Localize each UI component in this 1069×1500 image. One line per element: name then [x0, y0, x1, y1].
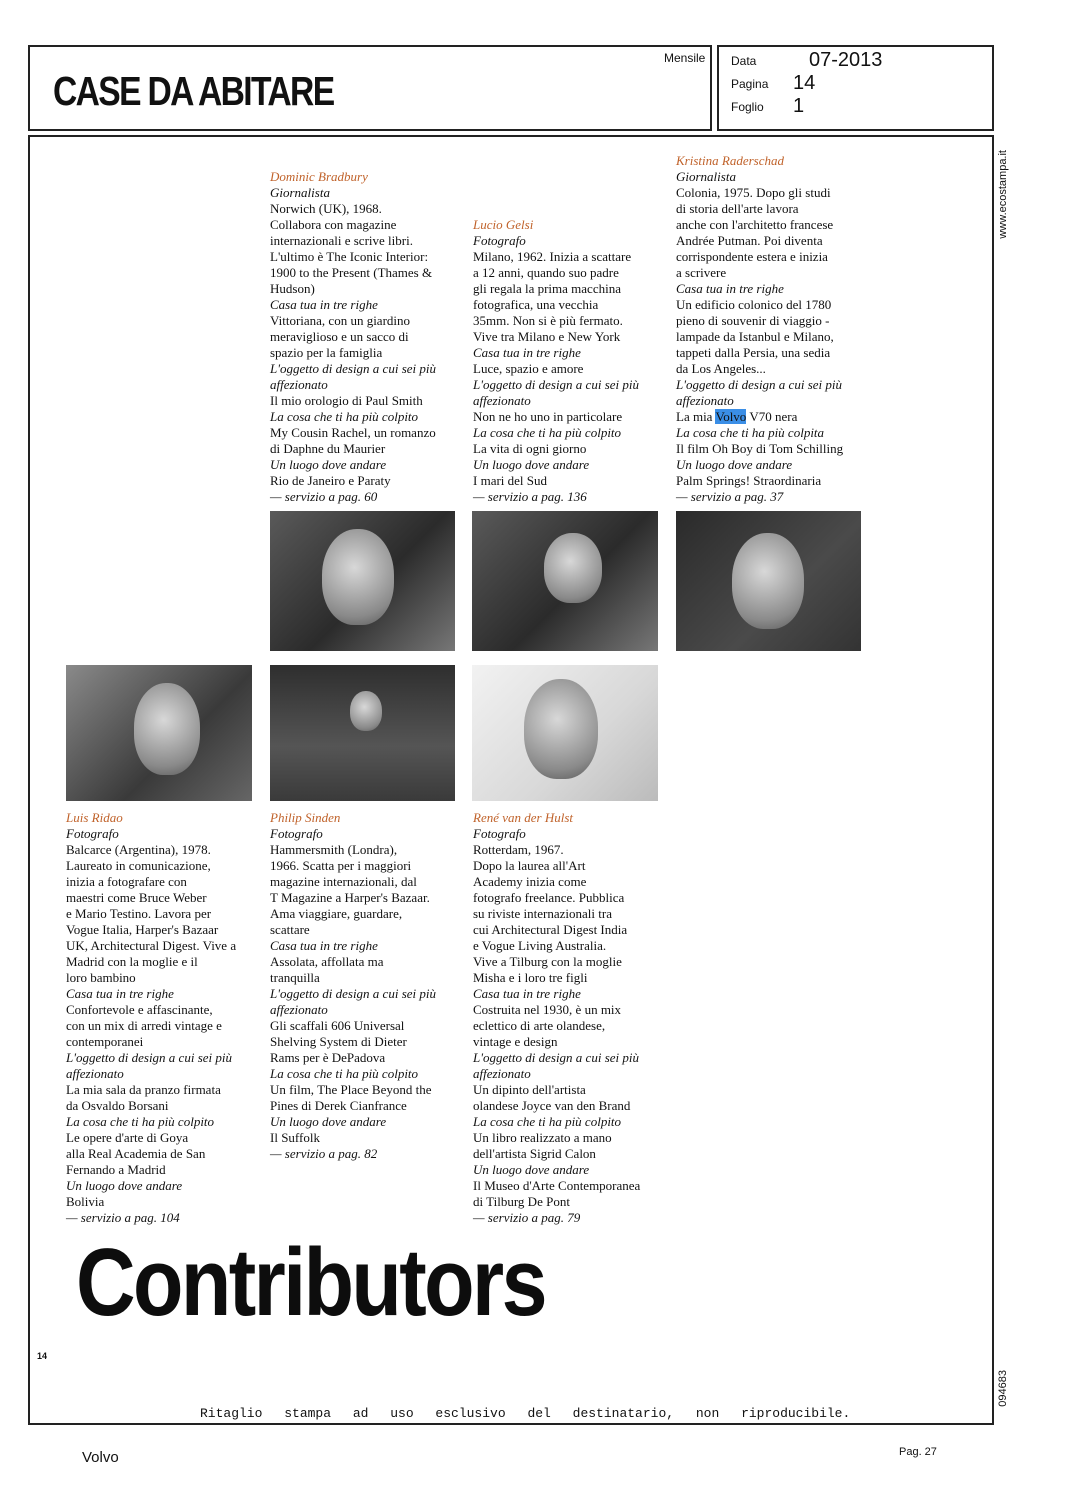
bio-line: Misha e i loro tre figli	[473, 970, 588, 985]
bio-line: su riviste internazionali tra	[473, 906, 612, 921]
question-label: La cosa che ti ha più colpita	[676, 425, 825, 440]
bio-line: L'ultimo è The Iconic Interior:	[270, 249, 429, 264]
bio-line: Palm Springs! Straordinaria	[676, 473, 822, 488]
bio-line: UK, Architectural Digest. Vive a	[66, 938, 237, 953]
question-label: La cosa che ti ha più colpito	[270, 1066, 419, 1081]
question-label: La cosa che ti ha più colpito	[473, 425, 622, 440]
portrait-face	[350, 691, 382, 731]
question-label: Casa tua in tre righe	[270, 297, 378, 312]
question-label: Un luogo dove andare	[66, 1178, 183, 1193]
bio-line: 35mm. Non si è più fermato.	[473, 313, 623, 328]
question-label: Casa tua in tre righe	[473, 345, 581, 360]
bio-line: 1900 to the Present (Thames &	[270, 265, 433, 280]
bio-line: loro bambino	[66, 970, 136, 985]
contributor-name: Luis Ridao	[66, 810, 123, 825]
photo-lucio-gelsi	[472, 511, 658, 651]
question-label: Un luogo dove andare	[270, 457, 387, 472]
bio-line: Rio de Janeiro e Paraty	[270, 473, 391, 488]
bio-line: cui Architectural Digest India	[473, 922, 628, 937]
bio-line: da Los Angeles...	[676, 361, 766, 376]
question-label: La cosa che ti ha più colpito	[270, 409, 419, 424]
question-label: — servizio a pag. 37	[676, 489, 784, 504]
question-label: Un luogo dove andare	[270, 1114, 387, 1129]
portrait-face	[322, 529, 394, 625]
question-label: affezionato	[66, 1066, 124, 1081]
bio-line: Rams per è DePadova	[270, 1050, 386, 1065]
bio-line: Collabora con magazine	[270, 217, 397, 232]
portrait-face	[732, 533, 804, 629]
contributor-role: Giornalista	[676, 169, 736, 184]
bio-line: lampade da Istanbul e Milano,	[676, 329, 834, 344]
contributor-role: Giornalista	[270, 185, 330, 200]
bio-line: Pines di Derek Cianfrance	[270, 1098, 407, 1113]
bio-line: Costruita nel 1930, è un mix	[473, 1002, 622, 1017]
bio-line: Il Suffolk	[270, 1130, 320, 1145]
contributor-philip-sinden	[270, 810, 460, 1162]
data-label: Data	[731, 54, 757, 68]
photo-luis-ridao	[66, 665, 252, 801]
bio-line: di Tilburg De Pont	[473, 1194, 570, 1209]
bio-line: Hammersmith (Londra),	[270, 842, 398, 857]
bio-line: Assolata, affollata ma	[270, 954, 384, 969]
bio-line: 1966. Scatta per i maggiori	[270, 858, 412, 873]
contributor-role: Fotografo	[270, 826, 323, 841]
frequency-label: Mensile	[664, 51, 706, 65]
bio-line: Ama viaggiare, guardare,	[270, 906, 403, 921]
question-label: affezionato	[473, 1066, 531, 1081]
question-label: L'oggetto di design a cui sei più	[473, 377, 639, 392]
bio-line: e Vogue Living Australia.	[473, 938, 607, 953]
bio-line: Madrid con la moglie e il	[66, 954, 198, 969]
portrait-face	[134, 683, 200, 775]
question-label: — servizio a pag. 82	[270, 1146, 378, 1161]
bio-line: Non ne ho uno in particolare	[473, 409, 623, 424]
page-number: 14	[37, 1351, 48, 1361]
page-title: Contributors	[76, 1229, 545, 1336]
photo-dominic-bradbury	[270, 511, 455, 651]
footer-notice: Ritaglio stampa ad uso esclusivo del destinatario, non riproducibile.	[200, 1406, 851, 1421]
website-text: www.ecostampa.it	[997, 150, 1009, 239]
bio-line: Dopo la laurea all'Art	[473, 858, 586, 873]
bio-line: Un dipinto dell'artista	[473, 1082, 586, 1097]
bio-line: Il Museo d'Arte Contemporanea	[473, 1178, 641, 1193]
question-label: La cosa che ti ha più colpito	[66, 1114, 215, 1129]
question-label: L'oggetto di design a cui sei più	[66, 1050, 232, 1065]
contributor-lucio-gelsi	[473, 217, 663, 505]
bio-line: Laureato in comunicazione,	[66, 858, 211, 873]
bio-line: a 12 anni, quando suo padre	[473, 265, 619, 280]
contributor-name: Dominic Bradbury	[270, 169, 368, 184]
bio-line: Milano, 1962. Inizia a scattare	[473, 249, 632, 264]
highlighted-word: Volvo	[715, 409, 747, 424]
bio-line: meraviglioso e un sacco di	[270, 329, 409, 344]
question-label: affezionato	[676, 393, 734, 408]
bio-line: T Magazine a Harper's Bazaar.	[270, 890, 430, 905]
contributor-role: Fotografo	[473, 233, 526, 248]
bio-line: scattare	[270, 922, 310, 937]
portrait-face	[544, 533, 602, 603]
question-label: affezionato	[473, 393, 531, 408]
bio-line: di Daphne du Maurier	[270, 441, 386, 456]
pagina-label: Pagina	[731, 77, 769, 91]
code-text: 094683	[997, 1370, 1009, 1407]
question-label: L'oggetto di design a cui sei più	[270, 986, 436, 1001]
question-label: Un luogo dove andare	[676, 457, 793, 472]
bio-line: Balcarce (Argentina), 1978.	[66, 842, 211, 857]
bio-line: anche con l'architetto francese	[676, 217, 834, 232]
contributor-name: Kristina Raderschad	[676, 153, 784, 168]
bio-line: Confortevole e affascinante,	[66, 1002, 213, 1017]
bio-line: contemporanei	[66, 1034, 144, 1049]
bio-line: My Cousin Rachel, un romanzo	[270, 425, 436, 440]
bio-line: vintage e design	[473, 1034, 558, 1049]
bio-line: tappeti dalla Persia, una sedia	[676, 345, 831, 360]
bio-line: fotografo freelance. Pubblica	[473, 890, 625, 905]
question-label: L'oggetto di design a cui sei più	[270, 361, 436, 376]
contributor-role: Fotografo	[473, 826, 526, 841]
footer-brand: Volvo	[82, 1449, 119, 1466]
bio-line: Il film Oh Boy di Tom Schilling	[676, 441, 844, 456]
bio-line: Bolivia	[66, 1194, 105, 1209]
bio-line: I mari del Sud	[473, 473, 548, 488]
question-label: affezionato	[270, 1002, 328, 1017]
bio-line: da Osvaldo Borsani	[66, 1098, 169, 1113]
bio-line: La mia Volvo V70 nera	[676, 409, 798, 424]
bio-line: Shelving System di Dieter	[270, 1034, 407, 1049]
data-value: 07-2013	[809, 49, 883, 71]
bio-line: Un film, The Place Beyond the	[270, 1082, 432, 1097]
bio-line: Vogue Italia, Harper's Bazaar	[66, 922, 219, 937]
contributor-luis-ridao	[66, 810, 256, 1226]
bio-line: La mia sala da pranzo firmata	[66, 1082, 221, 1097]
question-label: — servizio a pag. 136	[473, 489, 587, 504]
photo-philip-sinden	[270, 665, 455, 801]
bio-line: Rotterdam, 1967.	[473, 842, 564, 857]
bio-line: gli regala la prima macchina	[473, 281, 621, 296]
bio-line: Vive a Tilburg con la moglie	[473, 954, 622, 969]
bio-line: inizia a fotografare con	[66, 874, 187, 889]
bio-line: corrispondente estera e inizia	[676, 249, 828, 264]
question-label: Casa tua in tre righe	[270, 938, 378, 953]
question-label: Un luogo dove andare	[473, 457, 590, 472]
photo-kristina-raderschad	[676, 511, 861, 651]
footer-page-ref: Pag. 27	[899, 1446, 937, 1458]
bio-line: Andrée Putman. Poi diventa	[676, 233, 823, 248]
bio-line: Colonia, 1975. Dopo gli studi	[676, 185, 831, 200]
question-label: Un luogo dove andare	[473, 1162, 590, 1177]
question-label: — servizio a pag. 79	[473, 1210, 581, 1225]
question-label: L'oggetto di design a cui sei più	[676, 377, 842, 392]
contributor-name: Lucio Gelsi	[473, 217, 534, 232]
bio-line: alla Real Academia de San	[66, 1146, 206, 1161]
bio-line: Un edificio colonico del 1780	[676, 297, 832, 312]
portrait-face	[524, 679, 598, 779]
bio-line: Vittoriana, con un giardino	[270, 313, 411, 328]
bio-line: spazio per la famiglia	[270, 345, 383, 360]
bio-line: Il mio orologio di Paul Smith	[270, 393, 423, 408]
foglio-label: Foglio	[731, 100, 764, 114]
contributor-name: René van der Hulst	[473, 810, 574, 825]
bio-line: di storia dell'arte lavora	[676, 201, 799, 216]
pagina-value: 14	[793, 72, 816, 94]
question-label: — servizio a pag. 60	[270, 489, 378, 504]
contributor-dominic-bradbury	[270, 169, 460, 505]
contributor-kristina-raderschad	[676, 153, 866, 505]
foglio-value: 1	[793, 95, 805, 117]
question-label: Casa tua in tre righe	[473, 986, 581, 1001]
bio-line: Le opere d'arte di Goya	[66, 1130, 189, 1145]
contributor-role: Fotografo	[66, 826, 119, 841]
contributor-rene-van-der-hulst	[473, 810, 663, 1226]
bio-line: maestri come Bruce Weber	[66, 890, 207, 905]
bio-line: La vita di ogni giorno	[473, 441, 587, 456]
bio-line: olandese Joyce van den Brand	[473, 1098, 631, 1113]
question-label: L'oggetto di design a cui sei più	[473, 1050, 639, 1065]
bio-line: dell'artista Sigrid Calon	[473, 1146, 596, 1161]
bio-line: con un mix di arredi vintage e	[66, 1018, 222, 1033]
question-label: — servizio a pag. 104	[66, 1210, 180, 1225]
bio-line: magazine internazionali, dal	[270, 874, 417, 889]
question-label: La cosa che ti ha più colpito	[473, 1114, 622, 1129]
bio-line: e Mario Testino. Lavora per	[66, 906, 212, 921]
bio-line: pieno di souvenir di viaggio -	[676, 313, 830, 328]
bio-line: a scrivere	[676, 265, 727, 280]
bio-line: Vive tra Milano e New York	[473, 329, 621, 344]
bio-line: internazionali e scrive libri.	[270, 233, 413, 248]
bio-line: Gli scaffali 606 Universal	[270, 1018, 405, 1033]
bio-line: Un libro realizzato a mano	[473, 1130, 612, 1145]
bio-line: Luce, spazio e amore	[473, 361, 584, 376]
bio-line: Academy inizia come	[473, 874, 587, 889]
question-label: affezionato	[270, 377, 328, 392]
bio-line: eclettico di arte olandese,	[473, 1018, 606, 1033]
photo-rene-van-der-hulst	[472, 665, 658, 801]
question-label: Casa tua in tre righe	[66, 986, 174, 1001]
bio-line: fotografica, una vecchia	[473, 297, 599, 312]
bio-line: Fernando a Madrid	[66, 1162, 166, 1177]
question-label: Casa tua in tre righe	[676, 281, 784, 296]
bio-line: Norwich (UK), 1968.	[270, 201, 382, 216]
masthead-title: CASE DA ABITARE	[53, 68, 334, 114]
bio-line: Hudson)	[270, 281, 315, 296]
contributor-name: Philip Sinden	[270, 810, 341, 825]
bio-line: tranquilla	[270, 970, 320, 985]
